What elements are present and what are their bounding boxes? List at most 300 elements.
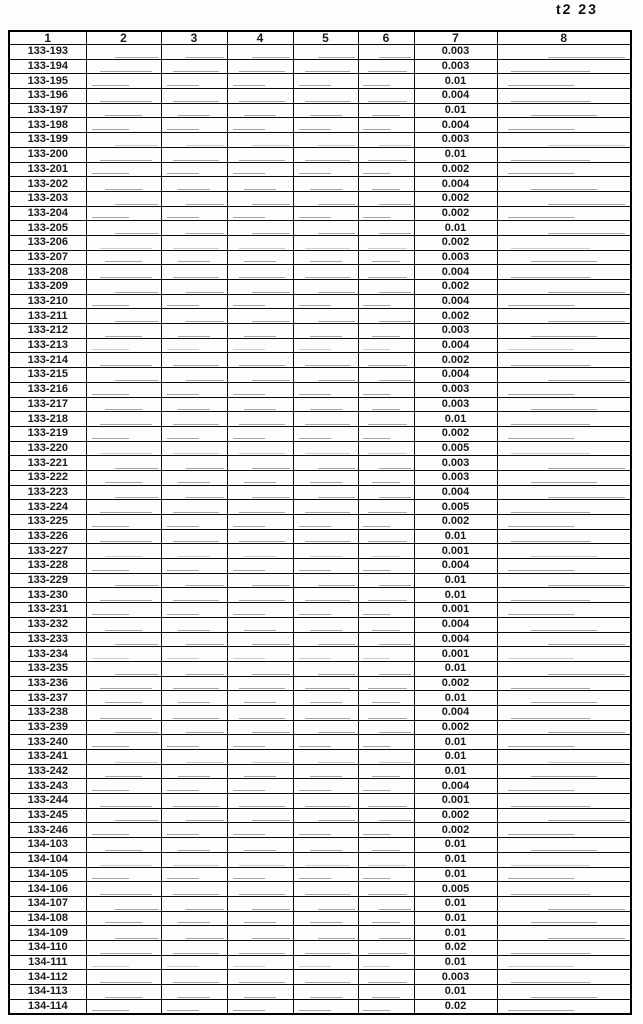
empty-cell — [227, 764, 293, 779]
empty-cell — [161, 89, 227, 104]
empty-cell — [358, 485, 414, 500]
value-cell: 0.01 — [414, 838, 497, 853]
table-row — [9, 985, 631, 1000]
table-row — [9, 147, 631, 162]
empty-cell — [358, 250, 414, 265]
table-row — [9, 265, 631, 280]
empty-cell — [293, 470, 358, 485]
row-id-cell: 133-195 — [9, 74, 86, 89]
empty-cell — [293, 617, 358, 632]
empty-cell — [358, 294, 414, 309]
empty-cell — [293, 500, 358, 515]
empty-cell — [358, 309, 414, 324]
empty-cell — [161, 162, 227, 177]
empty-cell — [293, 412, 358, 427]
value-cell: 0.002 — [414, 235, 497, 250]
empty-cell — [358, 794, 414, 809]
empty-cell — [358, 118, 414, 133]
empty-cell — [161, 559, 227, 574]
empty-cell — [497, 412, 631, 427]
empty-cell — [86, 265, 161, 280]
empty-cell — [497, 632, 631, 647]
empty-cell — [86, 588, 161, 603]
value-cell: 0.02 — [414, 940, 497, 955]
empty-cell — [161, 265, 227, 280]
empty-cell — [293, 250, 358, 265]
empty-cell — [497, 177, 631, 192]
empty-cell — [358, 647, 414, 662]
table-row — [9, 74, 631, 89]
empty-cell — [161, 500, 227, 515]
empty-cell — [358, 838, 414, 853]
empty-cell — [293, 750, 358, 765]
empty-cell — [161, 661, 227, 676]
row-id-cell: 133-201 — [9, 162, 86, 177]
empty-cell — [358, 177, 414, 192]
table-row — [9, 617, 631, 632]
empty-cell — [227, 338, 293, 353]
table-row — [9, 368, 631, 383]
row-id-cell: 133-226 — [9, 529, 86, 544]
empty-cell — [358, 573, 414, 588]
empty-cell — [86, 794, 161, 809]
empty-cell — [161, 632, 227, 647]
value-cell: 0.004 — [414, 338, 497, 353]
empty-cell — [161, 353, 227, 368]
empty-cell — [358, 441, 414, 456]
table-row — [9, 838, 631, 853]
empty-cell — [293, 265, 358, 280]
empty-cell — [86, 529, 161, 544]
empty-cell — [86, 896, 161, 911]
empty-cell — [161, 456, 227, 471]
empty-cell — [293, 632, 358, 647]
value-cell: 0.004 — [414, 177, 497, 192]
row-id-cell: 133-221 — [9, 456, 86, 471]
row-id-cell: 133-203 — [9, 191, 86, 206]
empty-cell — [497, 691, 631, 706]
value-cell: 0.004 — [414, 368, 497, 383]
value-cell: 0.004 — [414, 485, 497, 500]
row-id-cell: 133-194 — [9, 59, 86, 74]
table-row — [9, 852, 631, 867]
table-row — [9, 867, 631, 882]
value-cell: 0.004 — [414, 779, 497, 794]
empty-cell — [227, 573, 293, 588]
empty-cell — [497, 338, 631, 353]
empty-cell — [227, 720, 293, 735]
empty-cell — [86, 999, 161, 1014]
row-id-cell: 133-206 — [9, 235, 86, 250]
empty-cell — [358, 382, 414, 397]
empty-cell — [161, 705, 227, 720]
empty-cell — [358, 412, 414, 427]
empty-cell — [227, 500, 293, 515]
value-cell: 0.002 — [414, 808, 497, 823]
empty-cell — [497, 529, 631, 544]
table-row — [9, 470, 631, 485]
table-row — [9, 529, 631, 544]
empty-cell — [227, 133, 293, 148]
empty-cell — [227, 940, 293, 955]
empty-cell — [358, 206, 414, 221]
value-cell: 0.01 — [414, 529, 497, 544]
table-row — [9, 456, 631, 471]
empty-cell — [293, 985, 358, 1000]
empty-cell — [86, 309, 161, 324]
empty-cell — [227, 59, 293, 74]
empty-cell — [497, 456, 631, 471]
row-id-cell: 133-214 — [9, 353, 86, 368]
empty-cell — [293, 764, 358, 779]
empty-cell — [497, 852, 631, 867]
table-row — [9, 221, 631, 236]
row-id-cell: 134-109 — [9, 926, 86, 941]
empty-cell — [86, 412, 161, 427]
empty-cell — [358, 896, 414, 911]
empty-cell — [161, 794, 227, 809]
empty-cell — [86, 823, 161, 838]
value-cell: 0.01 — [414, 764, 497, 779]
empty-cell — [497, 280, 631, 295]
table-row — [9, 588, 631, 603]
empty-cell — [161, 250, 227, 265]
empty-cell — [86, 559, 161, 574]
empty-cell — [161, 147, 227, 162]
table-row — [9, 382, 631, 397]
empty-cell — [293, 235, 358, 250]
empty-cell — [358, 559, 414, 574]
table-row — [9, 280, 631, 295]
row-id-cell: 134-114 — [9, 999, 86, 1014]
row-id-cell: 133-229 — [9, 573, 86, 588]
empty-cell — [161, 691, 227, 706]
row-id-cell: 133-207 — [9, 250, 86, 265]
empty-cell — [358, 603, 414, 618]
empty-cell — [161, 397, 227, 412]
table-row — [9, 162, 631, 177]
row-id-cell: 133-215 — [9, 368, 86, 383]
empty-cell — [227, 779, 293, 794]
empty-cell — [293, 676, 358, 691]
empty-cell — [86, 852, 161, 867]
empty-cell — [293, 382, 358, 397]
empty-cell — [86, 338, 161, 353]
empty-cell — [293, 852, 358, 867]
empty-cell — [86, 118, 161, 133]
row-id-cell: 133-209 — [9, 280, 86, 295]
table-row — [9, 720, 631, 735]
empty-cell — [161, 515, 227, 530]
empty-cell — [497, 661, 631, 676]
empty-cell — [227, 926, 293, 941]
empty-cell — [293, 147, 358, 162]
empty-cell — [497, 500, 631, 515]
empty-cell — [227, 250, 293, 265]
column-header-6: 6 — [358, 31, 414, 45]
table-row — [9, 206, 631, 221]
empty-cell — [161, 177, 227, 192]
empty-cell — [358, 353, 414, 368]
row-id-cell: 133-241 — [9, 750, 86, 765]
empty-cell — [497, 309, 631, 324]
empty-cell — [497, 867, 631, 882]
empty-cell — [497, 397, 631, 412]
empty-cell — [358, 89, 414, 104]
empty-cell — [497, 485, 631, 500]
empty-cell — [293, 661, 358, 676]
empty-cell — [86, 235, 161, 250]
empty-cell — [161, 926, 227, 941]
empty-cell — [293, 882, 358, 897]
empty-cell — [358, 985, 414, 1000]
table-row — [9, 441, 631, 456]
table-row — [9, 794, 631, 809]
empty-cell — [161, 955, 227, 970]
empty-cell — [86, 691, 161, 706]
empty-cell — [161, 338, 227, 353]
empty-cell — [227, 985, 293, 1000]
empty-cell — [161, 529, 227, 544]
row-id-cell: 133-205 — [9, 221, 86, 236]
table-row — [9, 515, 631, 530]
value-cell: 0.01 — [414, 221, 497, 236]
empty-cell — [293, 588, 358, 603]
empty-cell — [161, 573, 227, 588]
value-cell: 0.001 — [414, 603, 497, 618]
empty-cell — [358, 823, 414, 838]
empty-cell — [497, 603, 631, 618]
empty-cell — [227, 867, 293, 882]
table-row — [9, 89, 631, 104]
empty-cell — [293, 999, 358, 1014]
empty-cell — [497, 896, 631, 911]
table-row — [9, 177, 631, 192]
empty-cell — [161, 470, 227, 485]
value-cell: 0.003 — [414, 970, 497, 985]
empty-cell — [227, 382, 293, 397]
empty-cell — [358, 940, 414, 955]
empty-cell — [86, 74, 161, 89]
empty-cell — [227, 191, 293, 206]
empty-cell — [227, 324, 293, 339]
empty-cell — [161, 235, 227, 250]
empty-cell — [161, 103, 227, 118]
empty-cell — [227, 705, 293, 720]
empty-cell — [358, 691, 414, 706]
empty-cell — [86, 882, 161, 897]
empty-cell — [227, 456, 293, 471]
empty-cell — [227, 470, 293, 485]
value-cell: 0.005 — [414, 500, 497, 515]
value-cell: 0.005 — [414, 882, 497, 897]
empty-cell — [161, 59, 227, 74]
row-id-cell: 133-213 — [9, 338, 86, 353]
empty-cell — [358, 705, 414, 720]
empty-cell — [86, 955, 161, 970]
table-row — [9, 250, 631, 265]
empty-cell — [497, 735, 631, 750]
table-row — [9, 808, 631, 823]
table-row — [9, 764, 631, 779]
empty-cell — [293, 368, 358, 383]
empty-cell — [227, 412, 293, 427]
value-cell: 0.003 — [414, 324, 497, 339]
value-cell: 0.003 — [414, 250, 497, 265]
empty-cell — [161, 823, 227, 838]
empty-cell — [358, 500, 414, 515]
table-row — [9, 353, 631, 368]
empty-cell — [161, 485, 227, 500]
empty-cell — [497, 118, 631, 133]
empty-cell — [86, 59, 161, 74]
value-cell: 0.01 — [414, 74, 497, 89]
table-row — [9, 309, 631, 324]
row-id-cell: 133-233 — [9, 632, 86, 647]
empty-cell — [358, 133, 414, 148]
empty-cell — [358, 544, 414, 559]
empty-cell — [293, 59, 358, 74]
empty-cell — [497, 515, 631, 530]
row-id-cell: 133-244 — [9, 794, 86, 809]
empty-cell — [358, 470, 414, 485]
row-id-cell: 133-199 — [9, 133, 86, 148]
empty-cell — [86, 911, 161, 926]
empty-cell — [161, 368, 227, 383]
table-row — [9, 911, 631, 926]
empty-cell — [358, 235, 414, 250]
column-header-7: 7 — [414, 31, 497, 45]
row-id-cell: 133-227 — [9, 544, 86, 559]
empty-cell — [497, 808, 631, 823]
empty-cell — [497, 764, 631, 779]
empty-cell — [227, 559, 293, 574]
table-row — [9, 544, 631, 559]
empty-cell — [161, 764, 227, 779]
empty-cell — [227, 808, 293, 823]
empty-cell — [497, 368, 631, 383]
empty-cell — [293, 838, 358, 853]
value-cell: 0.01 — [414, 926, 497, 941]
empty-cell — [86, 764, 161, 779]
empty-cell — [497, 324, 631, 339]
empty-cell — [86, 735, 161, 750]
empty-cell — [497, 573, 631, 588]
empty-cell — [161, 118, 227, 133]
table-row — [9, 191, 631, 206]
row-id-cell: 133-217 — [9, 397, 86, 412]
row-id-cell: 133-240 — [9, 735, 86, 750]
empty-cell — [86, 647, 161, 662]
empty-cell — [86, 926, 161, 941]
empty-cell — [497, 588, 631, 603]
table-row — [9, 573, 631, 588]
empty-cell — [293, 896, 358, 911]
empty-cell — [293, 74, 358, 89]
empty-cell — [293, 309, 358, 324]
empty-cell — [227, 794, 293, 809]
empty-cell — [293, 940, 358, 955]
empty-cell — [497, 147, 631, 162]
empty-cell — [293, 103, 358, 118]
table-row — [9, 691, 631, 706]
row-id-cell: 134-107 — [9, 896, 86, 911]
empty-cell — [293, 294, 358, 309]
empty-cell — [161, 779, 227, 794]
empty-cell — [161, 324, 227, 339]
empty-cell — [161, 45, 227, 60]
empty-cell — [86, 221, 161, 236]
row-id-cell: 133-237 — [9, 691, 86, 706]
empty-cell — [358, 529, 414, 544]
value-cell: 0.01 — [414, 103, 497, 118]
value-cell: 0.01 — [414, 147, 497, 162]
empty-cell — [497, 470, 631, 485]
value-cell: 0.004 — [414, 617, 497, 632]
empty-cell — [358, 999, 414, 1014]
empty-cell — [227, 265, 293, 280]
row-id-cell: 133-219 — [9, 426, 86, 441]
empty-cell — [358, 661, 414, 676]
value-cell: 0.003 — [414, 382, 497, 397]
empty-cell — [161, 441, 227, 456]
row-id-cell: 134-113 — [9, 985, 86, 1000]
empty-cell — [161, 852, 227, 867]
empty-cell — [293, 338, 358, 353]
empty-cell — [497, 720, 631, 735]
table-row — [9, 45, 631, 60]
value-cell: 0.001 — [414, 794, 497, 809]
empty-cell — [358, 103, 414, 118]
row-id-cell: 133-245 — [9, 808, 86, 823]
empty-cell — [497, 250, 631, 265]
empty-cell — [358, 852, 414, 867]
value-cell: 0.002 — [414, 309, 497, 324]
empty-cell — [227, 896, 293, 911]
empty-cell — [227, 999, 293, 1014]
empty-cell — [86, 133, 161, 148]
value-cell: 0.004 — [414, 705, 497, 720]
column-header-1: 1 — [9, 31, 86, 45]
empty-cell — [497, 985, 631, 1000]
value-cell: 0.01 — [414, 911, 497, 926]
empty-cell — [497, 133, 631, 148]
empty-cell — [293, 911, 358, 926]
table-row — [9, 603, 631, 618]
value-cell: 0.002 — [414, 353, 497, 368]
value-cell: 0.004 — [414, 559, 497, 574]
row-id-cell: 133-222 — [9, 470, 86, 485]
empty-cell — [293, 353, 358, 368]
empty-cell — [497, 779, 631, 794]
empty-cell — [358, 808, 414, 823]
empty-cell — [227, 617, 293, 632]
page-number-marker: t2 23 — [555, 1, 599, 17]
empty-cell — [497, 940, 631, 955]
empty-cell — [86, 397, 161, 412]
empty-cell — [293, 206, 358, 221]
table-row — [9, 647, 631, 662]
empty-cell — [497, 74, 631, 89]
value-cell: 0.01 — [414, 867, 497, 882]
empty-cell — [227, 280, 293, 295]
empty-cell — [86, 147, 161, 162]
empty-cell — [358, 265, 414, 280]
empty-cell — [358, 74, 414, 89]
empty-cell — [227, 162, 293, 177]
empty-cell — [161, 808, 227, 823]
empty-cell — [161, 720, 227, 735]
